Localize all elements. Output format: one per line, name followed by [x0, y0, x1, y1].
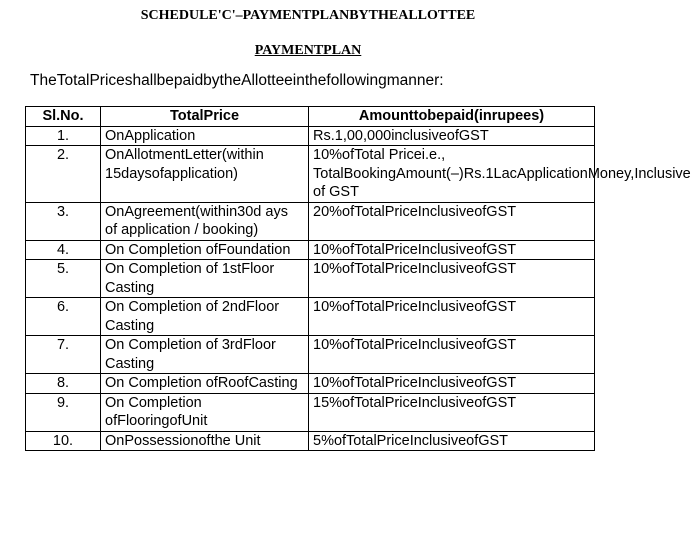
- table-row: [26, 146, 595, 203]
- header-total-price: TotalPrice: [101, 107, 309, 127]
- cell-stage: OnAllotmentLetter(within 15daysofapplication): [101, 146, 309, 203]
- cell-stage: On Completion of 1stFloor Casting: [101, 260, 309, 298]
- cell-sl: 6.: [26, 298, 101, 336]
- header-sl-no: Sl.No.: [26, 107, 101, 127]
- table-row: [26, 126, 595, 146]
- intro-text: TheTotalPriceshallbepaidbytheAllotteeinthefollowingmanner:: [30, 72, 444, 89]
- cell-amount: 5%ofTotalPriceInclusiveofGST: [309, 431, 595, 451]
- table-header-row: [26, 107, 595, 127]
- cell-stage: On Completion ofRoofCasting: [101, 374, 309, 394]
- cell-stage: On Completion ofFoundation: [101, 240, 309, 260]
- cell-amount: 10%ofTotalPriceInclusiveofGST: [309, 240, 595, 260]
- table-row: [26, 374, 595, 394]
- table-row: [26, 336, 595, 374]
- table-row: [26, 240, 595, 260]
- table-row: [26, 393, 595, 431]
- document-subtitle: PAYMENTPLAN: [254, 43, 362, 58]
- cell-amount: 10%ofTotal Pricei.e., TotalBookingAmount(–)Rs.1LacApplicationMoney,Inclusive of GST: [309, 146, 595, 203]
- cell-sl: 1.: [26, 126, 101, 146]
- header-amount: Amounttobepaid(inrupees): [309, 107, 595, 127]
- cell-stage: On Completion of 2ndFloor Casting: [101, 298, 309, 336]
- table-row: [26, 260, 595, 298]
- cell-amount: 20%ofTotalPriceInclusiveofGST: [309, 202, 595, 240]
- cell-amount: 10%ofTotalPriceInclusiveofGST: [309, 260, 595, 298]
- cell-amount: 10%ofTotalPriceInclusiveofGST: [309, 298, 595, 336]
- cell-stage: OnPossessionofthe Unit: [101, 431, 309, 451]
- cell-sl: 9.: [26, 393, 101, 431]
- table-row: [26, 202, 595, 240]
- cell-stage: OnAgreement(within30d ays of application / booking): [101, 202, 309, 240]
- cell-sl: 8.: [26, 374, 101, 394]
- cell-amount: 10%ofTotalPriceInclusiveofGST: [309, 336, 595, 374]
- document-title: SCHEDULE'C'–PAYMENTPLANBYTHEALLOTTEE: [140, 8, 476, 23]
- cell-sl: 5.: [26, 260, 101, 298]
- table-row: [26, 431, 595, 451]
- cell-stage: On Completion ofFlooringofUnit: [101, 393, 309, 431]
- cell-sl: 7.: [26, 336, 101, 374]
- cell-stage: On Completion of 3rdFloor Casting: [101, 336, 309, 374]
- cell-amount: 10%ofTotalPriceInclusiveofGST: [309, 374, 595, 394]
- cell-sl: 3.: [26, 202, 101, 240]
- cell-sl: 10.: [26, 431, 101, 451]
- payment-plan-table: [25, 106, 691, 451]
- cell-sl: 2.: [26, 146, 101, 203]
- cell-sl: 4.: [26, 240, 101, 260]
- cell-amount: 15%ofTotalPriceInclusiveofGST: [309, 393, 595, 431]
- cell-stage: OnApplication: [101, 126, 309, 146]
- cell-amount: Rs.1,00,000inclusiveofGST: [309, 126, 595, 146]
- table-row: [26, 298, 595, 336]
